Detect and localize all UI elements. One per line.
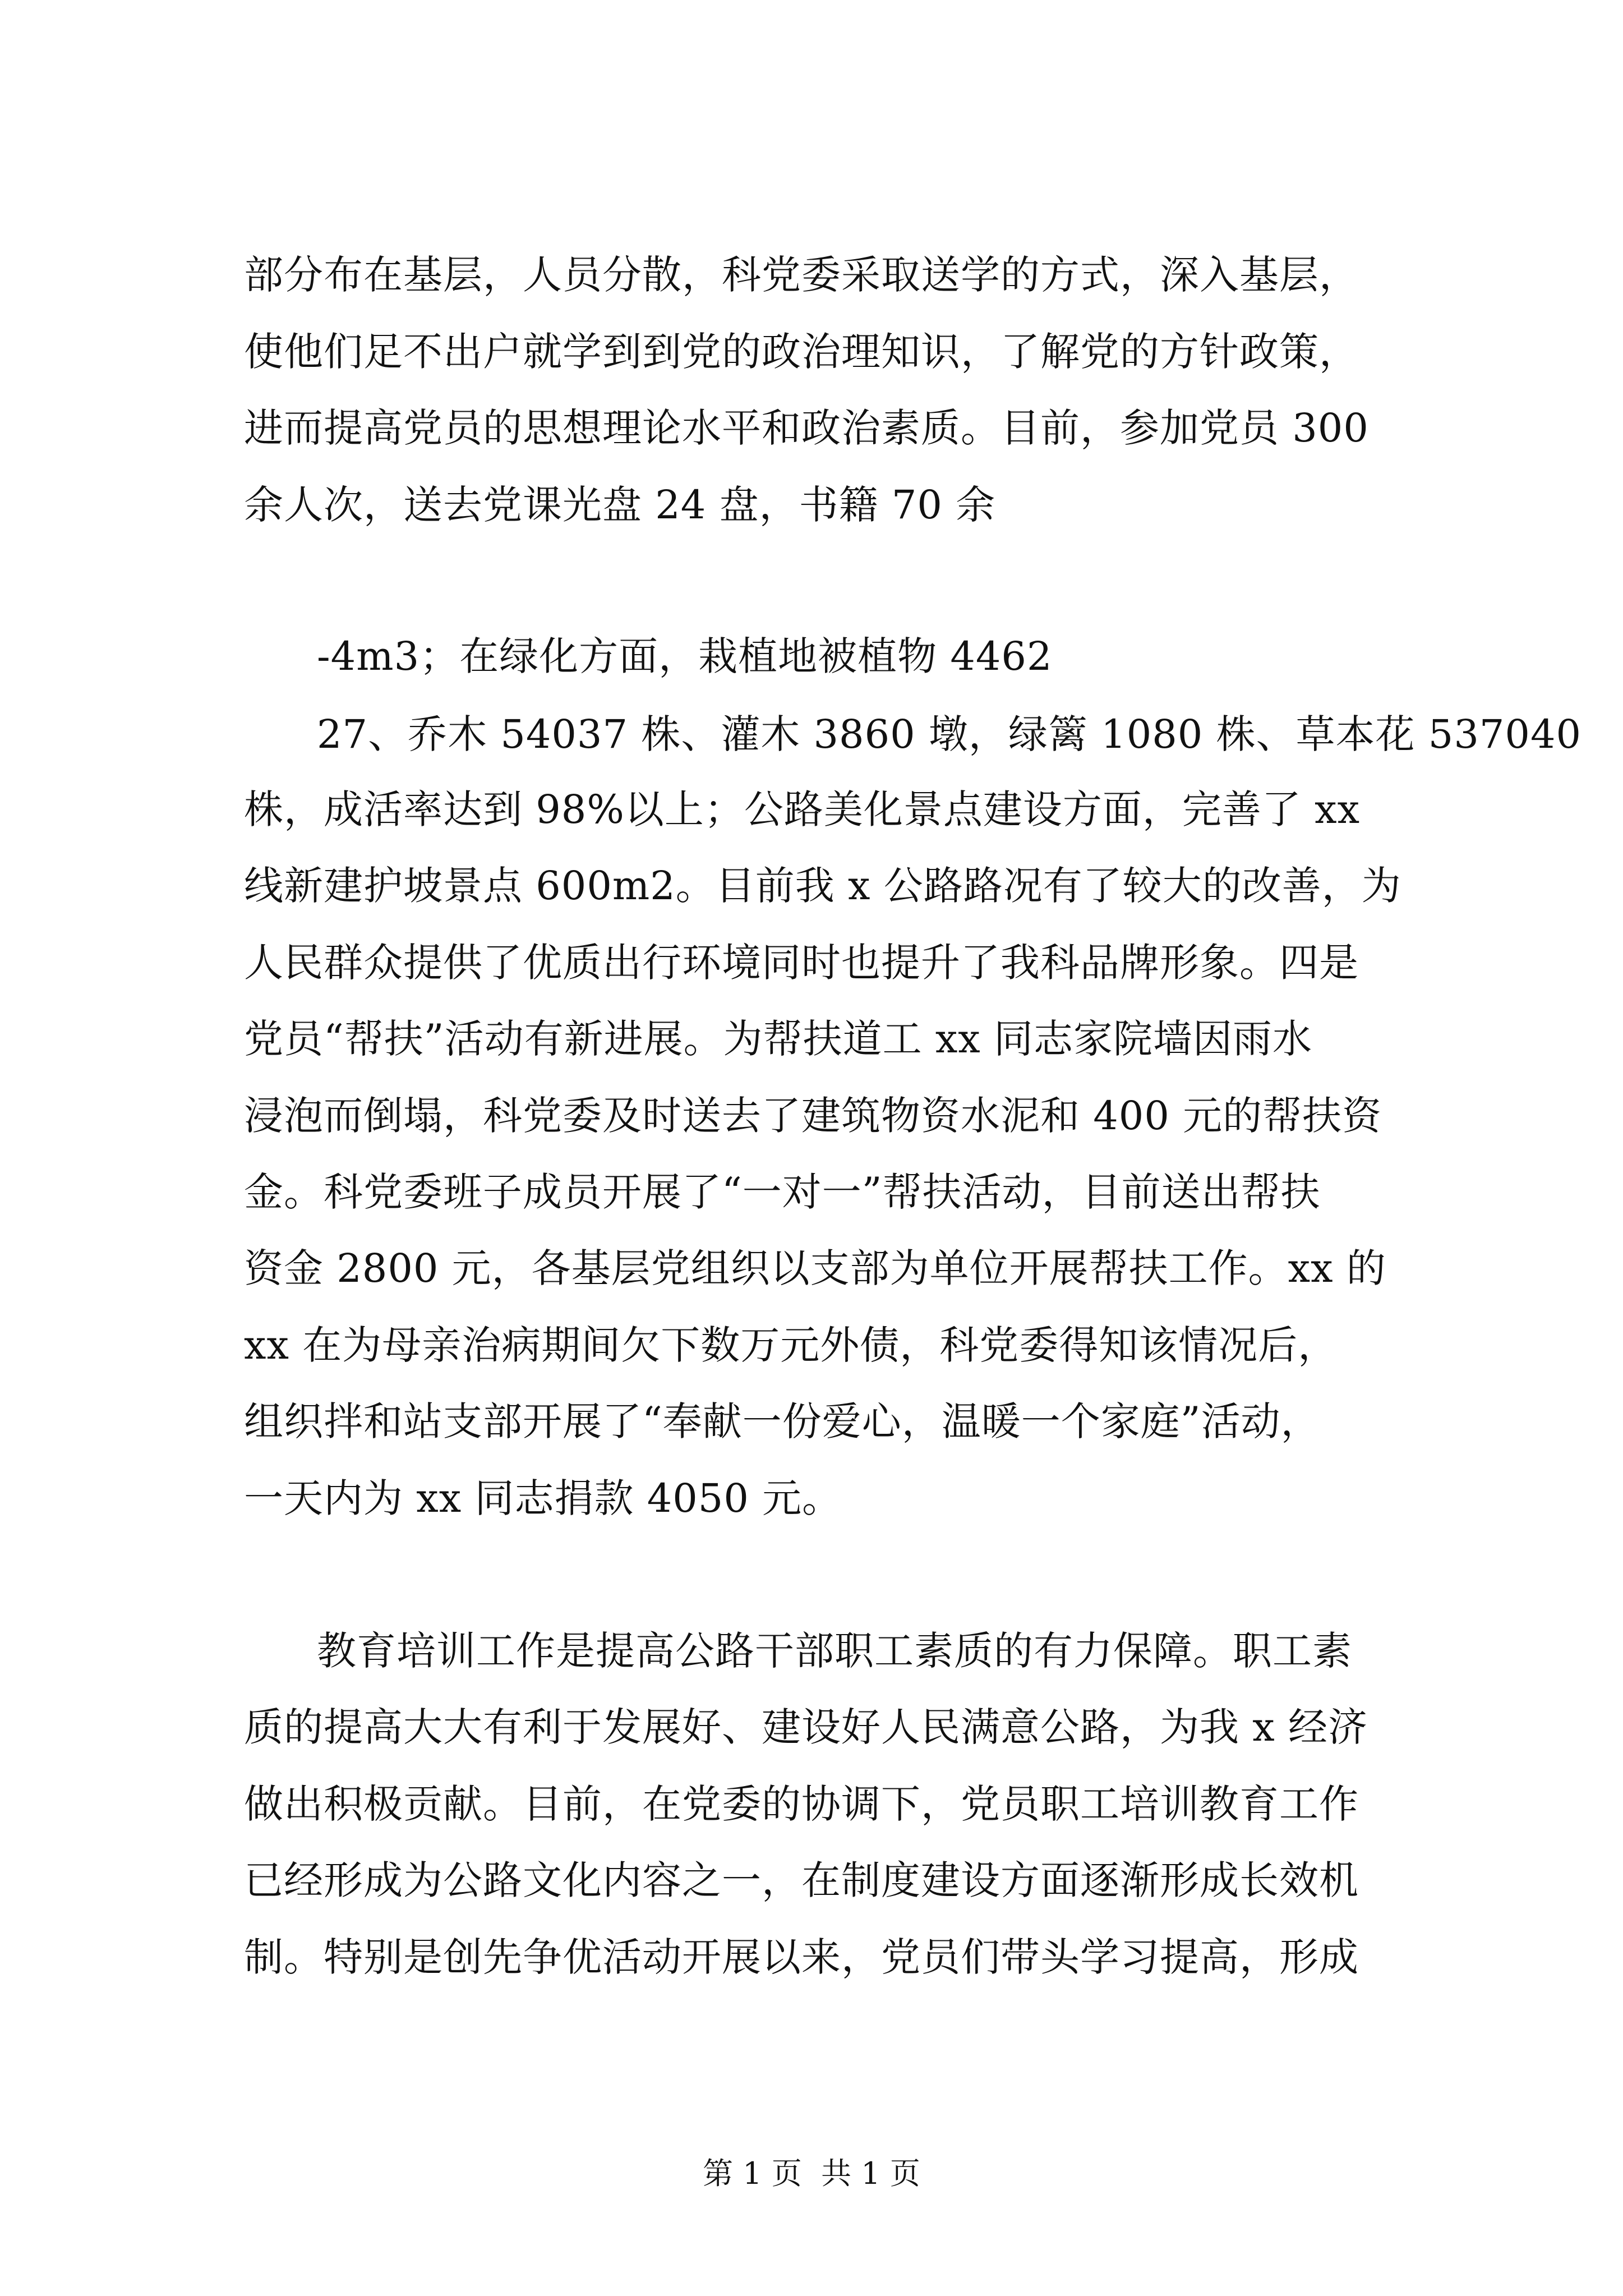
paragraph-line: 浸泡而倒塌，科党委及时送去了建筑物资水泥和 400 元的帮扶资: [244, 1093, 1382, 1139]
paragraph-line: 人民群众提供了优质出行环境同时也提升了我科品牌形象。四是: [244, 940, 1359, 986]
paragraph-line: -4m3；在绿化方面，栽植地被植物 4462: [317, 633, 1053, 679]
paragraph-line: 金。科党委班子成员开展了“一对一”帮扶活动，目前送出帮扶: [244, 1169, 1321, 1215]
paragraph-line: 27、乔木 54037 株、灌木 3860 墩，绿篱 1080 株、草本花 537040: [317, 711, 1582, 757]
paragraph-line: 资金 2800 元，各基层党组织以支部为单位开展帮扶工作。xx 的: [244, 1245, 1386, 1291]
paragraph-line: 部分布在基层，人员分散，科党委采取送学的方式，深入基层，: [244, 252, 1359, 298]
paragraph-line: 教育培训工作是提高公路干部职工素质的有力保障。职工素: [317, 1628, 1352, 1674]
paragraph-line: 使他们足不出户就学到到党的政治理知识，了解党的方针政策，: [244, 329, 1359, 375]
page-number-footer: 第 1 页 共 1 页: [703, 2156, 920, 2191]
paragraph-line: 党员“帮扶”活动有新进展。为帮扶道工 xx 同志家院墙因雨水: [244, 1016, 1313, 1062]
paragraph-line: 株，成活率达到 98%以上；公路美化景点建设方面，完善了 xx: [244, 786, 1361, 832]
paragraph-line: 组织拌和站支部开展了“奉献一份爱心，温暖一个家庭”活动，: [244, 1398, 1321, 1444]
paragraph-line: xx 在为母亲治病期间欠下数万元外债，科党委得知该情况后，: [244, 1322, 1338, 1368]
paragraph-line: 已经形成为公路文化内容之一，在制度建设方面逐渐形成长效机: [244, 1857, 1359, 1903]
paragraph-line: 进而提高党员的思想理论水平和政治素质。目前，参加党员 300: [244, 405, 1369, 451]
paragraph-line: 做出积极贡献。目前，在党委的协调下，党员职工培训教育工作: [244, 1781, 1359, 1827]
paragraph-line: 一天内为 xx 同志捐款 4050 元。: [244, 1475, 842, 1521]
paragraph-line: 质的提高大大有利于发展好、建设好人民满意公路，为我 x 经济: [244, 1704, 1368, 1750]
paragraph-line: 线新建护坡景点 600m2。目前我 x 公路路况有了较大的改善，为: [244, 863, 1401, 909]
paragraph-line: 制。特别是创先争优活动开展以来，党员们带头学习提高，形成: [244, 1934, 1359, 1980]
paragraph-line: 余人次，送去党课光盘 24 盘，书籍 70 余: [244, 482, 996, 528]
